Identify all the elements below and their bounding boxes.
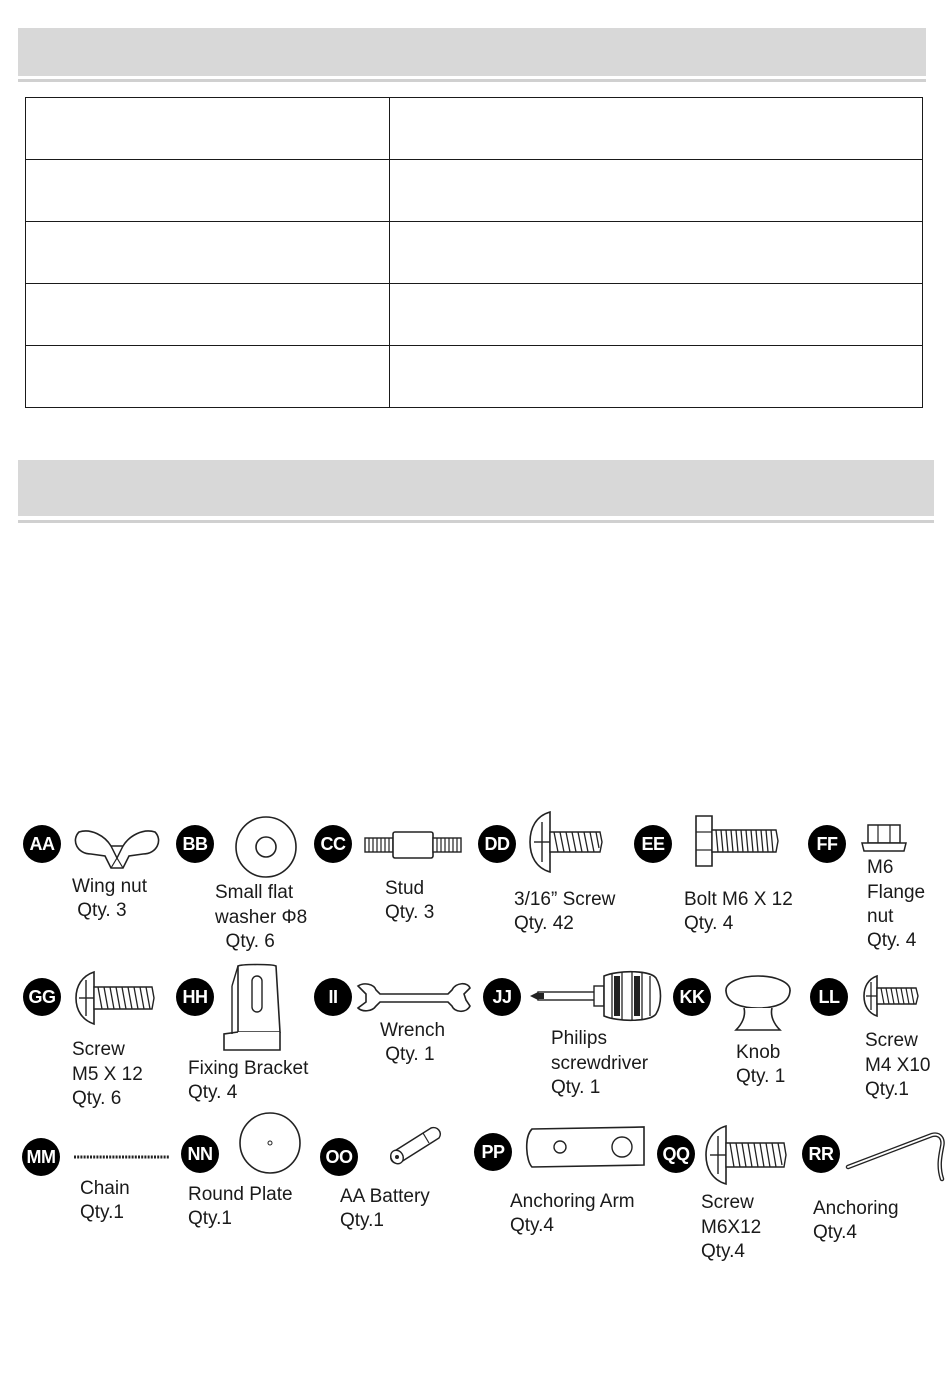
hardware-name: 3/16” Screw [514, 889, 616, 910]
hardware-code-badge: CC [314, 825, 352, 863]
hardware-qty: Qty.1 [340, 1210, 384, 1231]
table-cell [26, 284, 390, 346]
hardware-name: Anchoring Arm [510, 1191, 635, 1212]
hardware-qty: Qty.4 [510, 1215, 554, 1236]
hardware-code-badge: MM [22, 1138, 60, 1176]
hardware-code-badge: BB [176, 825, 214, 863]
table-row [26, 160, 923, 222]
hardware-code-badge: II [314, 978, 352, 1016]
hardware-code-badge: EE [634, 825, 672, 863]
round-plate-icon [238, 1111, 302, 1175]
screw-icon [74, 970, 156, 1026]
flat-washer-icon [234, 815, 298, 879]
hardware-name: Small flat washer Φ8 [215, 882, 308, 928]
table-cell [390, 346, 923, 408]
hardware-code-badge: NN [181, 1135, 219, 1173]
hardware-code-badge: FF [808, 825, 846, 863]
flange-nut-icon [860, 823, 908, 853]
hardware-name: Chain [80, 1178, 130, 1199]
hardware-code-badge: DD [478, 825, 516, 863]
hardware-code-badge: OO [320, 1138, 358, 1176]
table-row [26, 222, 923, 284]
screw-icon [862, 974, 920, 1018]
hardware-qty: Qty. 4 [188, 1082, 238, 1103]
hardware-name: Wing nut [72, 876, 147, 897]
hardware-qty: Qty. 4 [684, 913, 734, 934]
table-cell [390, 160, 923, 222]
hardware-qty: Qty.4 [813, 1222, 857, 1243]
hardware-qty: Qty. 6 [215, 931, 275, 952]
hardware-qty: Qty. 4 [867, 930, 917, 951]
hardware-name: Round Plate [188, 1184, 293, 1205]
knob-icon [722, 974, 794, 1034]
section-header-bar-1 [18, 28, 926, 76]
section-header-underline-2 [18, 520, 934, 523]
battery-icon [383, 1124, 447, 1168]
hardware-name: Screw M4 X10 [865, 1030, 931, 1076]
hardware-name: Fixing Bracket [188, 1058, 309, 1079]
table-cell [26, 98, 390, 160]
wrench-icon [356, 980, 472, 1016]
hardware-qty: Qty.4 [701, 1241, 745, 1262]
hardware-name: Knob [736, 1042, 781, 1063]
hardware-qty: Qty. 3 [385, 902, 435, 923]
section-header-bar-2 [18, 460, 934, 516]
table-row [26, 284, 923, 346]
hardware-name: Bolt M6 X 12 [684, 889, 793, 910]
table-row [26, 346, 923, 408]
table-cell [390, 98, 923, 160]
hex-bolt-icon [694, 812, 780, 870]
table-cell [390, 222, 923, 284]
hardware-code-badge: KK [673, 978, 711, 1016]
wing-nut-icon [73, 826, 161, 870]
hardware-name: Anchoring [813, 1198, 899, 1219]
hardware-name: Stud [385, 878, 425, 899]
hardware-code-badge: LL [810, 978, 848, 1016]
hardware-name: Philips screwdriver [551, 1028, 649, 1074]
hardware-code-badge: HH [176, 978, 214, 1016]
table-row [26, 98, 923, 160]
screw-icon [528, 810, 604, 874]
hardware-name: M6 Flange nut [867, 857, 926, 927]
hardware-qty: Qty. 1 [380, 1044, 435, 1065]
section-header-underline-1 [18, 79, 926, 82]
hardware-qty: Qty.1 [188, 1208, 232, 1229]
hardware-qty: Qty. 6 [72, 1088, 122, 1109]
screwdriver-icon [528, 968, 662, 1026]
hardware-qty: Qty. 3 [72, 900, 127, 921]
table-cell [26, 222, 390, 284]
hardware-code-badge: AA [23, 825, 61, 863]
screw-icon [704, 1124, 788, 1186]
fixing-bracket-icon [222, 962, 284, 1054]
table-cell [26, 160, 390, 222]
specs-table [25, 97, 923, 408]
hardware-code-badge: RR [802, 1135, 840, 1173]
hardware-name: Screw M5 X 12 [72, 1039, 143, 1085]
table-cell [26, 346, 390, 408]
hardware-code-badge: GG [23, 978, 61, 1016]
hardware-qty: Qty. 1 [551, 1077, 601, 1098]
hardware-qty: Qty. 42 [514, 913, 574, 934]
chain-icon [72, 1152, 172, 1162]
hardware-qty: Qty.1 [80, 1202, 124, 1223]
stud-icon [363, 829, 465, 861]
hardware-code-badge: QQ [657, 1135, 695, 1173]
hardware-qty: Qty.1 [865, 1079, 909, 1100]
hardware-code-badge: PP [474, 1133, 512, 1171]
hardware-name: Wrench [380, 1020, 446, 1041]
anchoring-arm-icon [524, 1125, 648, 1171]
hardware-name: AA Battery [340, 1186, 430, 1207]
hardware-name: Screw M6X12 [701, 1192, 762, 1238]
hardware-code-badge: JJ [483, 978, 521, 1016]
table-cell [390, 284, 923, 346]
anchoring-hook-icon [846, 1131, 946, 1183]
hardware-qty: Qty. 1 [736, 1066, 786, 1087]
